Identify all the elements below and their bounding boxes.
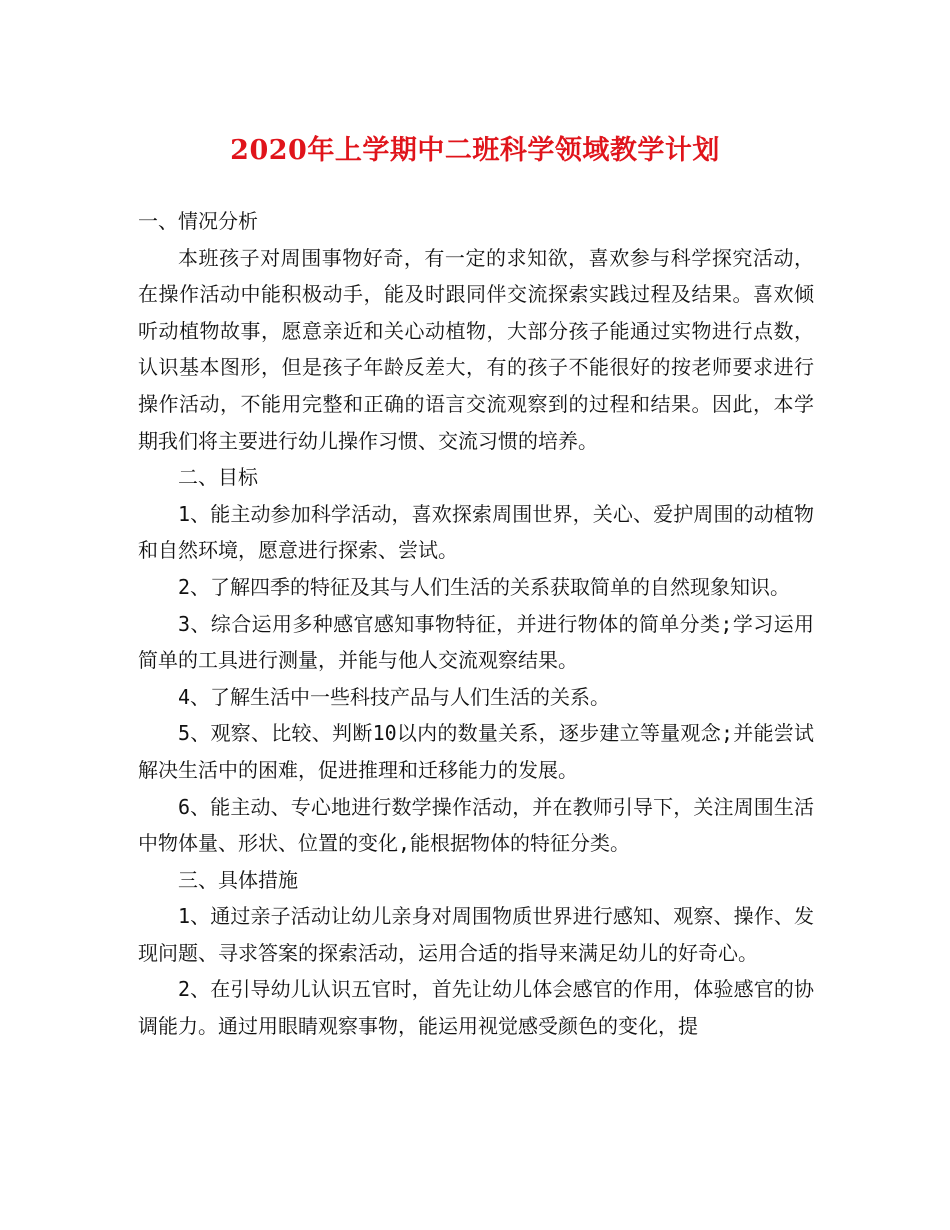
document-title: 2020年上学期中二班科学领域教学计划 [230, 135, 720, 166]
section-heading-situation: 一、情况分析 [138, 209, 258, 233]
goal-item: 3、综合运用多种感官感知事物特征，并进行物体的简单分类;学习运用简单的工具进行测量，并能与他人交流观察结果。 [138, 611, 814, 673]
goal-item: 2、了解四季的特征及其与人们生活的关系获取简单的自然现象知识。 [178, 574, 791, 599]
measure-item: 2、在引导幼儿认识五官时，首先让幼儿体会感官的作用，体验感官的协调能力。通过用眼睛观察事物，能运用视觉感受颜色的变化，提 [138, 977, 814, 1039]
goal-item: 4、了解生活中一些科技产品与人们生活的关系。 [178, 684, 611, 709]
paragraph-situation: 本班孩子对周围事物好奇，有一定的求知欲，喜欢参与科学探究活动，在操作活动中能积极动手，能及时跟同伴交流探索实践过程及结果。喜欢倾听动植物故事，愿意亲近和关心动植物，大部分孩子能通过实物进行点数，认识基本图形，但是孩子年龄反差大，有的孩子不能很好的按老师要求进行操作活动，不能用完整和正确的语言交流观察到的过程和结果。因此，本学期我们将主要进行幼儿操作习惯、交流习惯的培养。 [138, 245, 814, 453]
goal-item: 1、能主动参加科学活动，喜欢探索周围世界，关心、爱护周围的动植物和自然环境，愿意进行探索、尝试。 [138, 501, 814, 563]
section-heading-measures: 三、具体措施 [178, 867, 298, 892]
goal-item: 5、观察、比较、判断10以内的数量关系，逐步建立等量观念;并能尝试解决生活中的困难，促进推理和迁移能力的发展。 [138, 721, 814, 782]
document-body [138, 203, 814, 1045]
measure-item: 1、通过亲子活动让幼儿亲身对周围物质世界进行感知、观察、操作、发现问题、寻求答案的探索活动，运用合适的指导来满足幼儿的好奇心。 [138, 904, 814, 965]
goal-item: 6、能主动、专心地进行数学操作活动，并在教师引导下，关注周围生活中物体量、形状、位置的变化,能根据物体的特征分类。 [138, 794, 814, 856]
section-heading-goals: 二、目标 [178, 465, 258, 490]
